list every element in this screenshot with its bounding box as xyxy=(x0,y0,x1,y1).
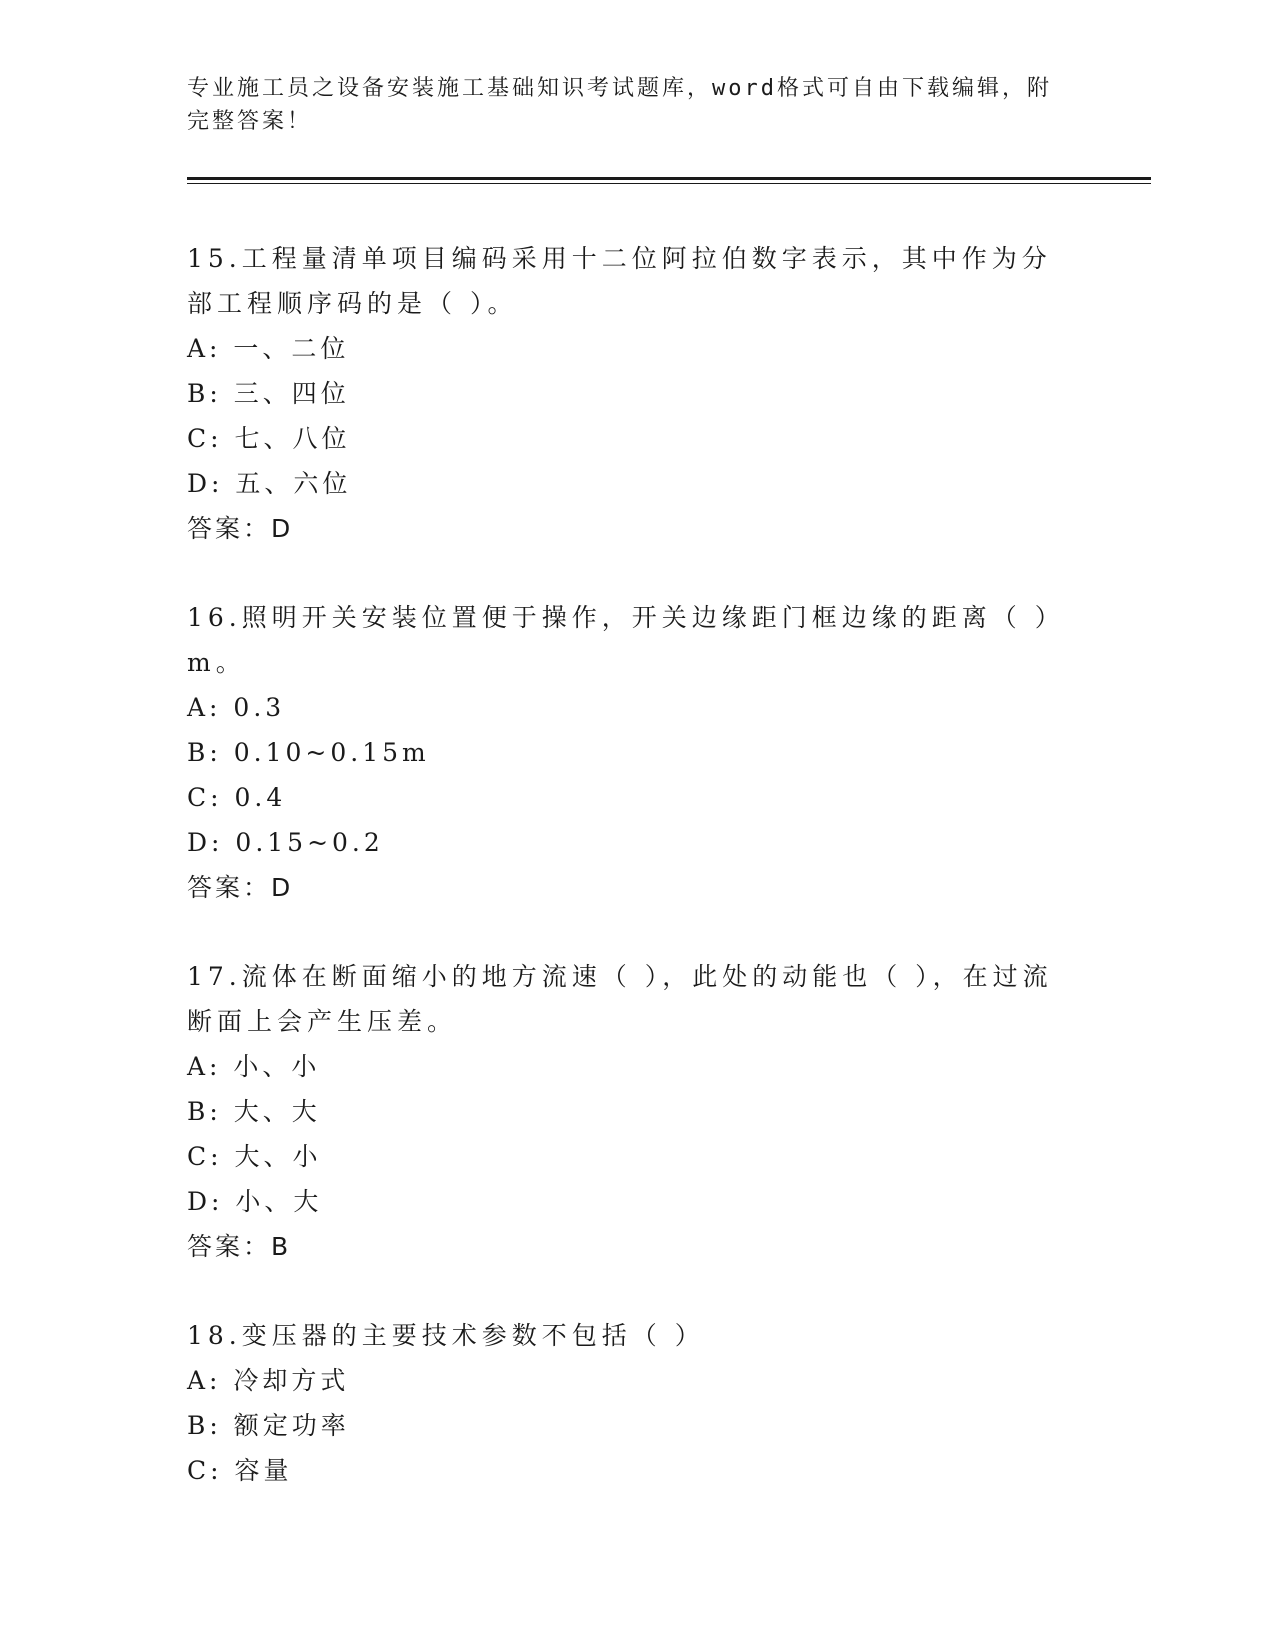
header-divider-thick xyxy=(187,177,1151,180)
option-b: B: 额定功率 xyxy=(187,1411,350,1440)
option-d: D: 小、大 xyxy=(187,1187,323,1216)
answer-line: 答案：B xyxy=(187,1232,292,1261)
question-16 xyxy=(187,595,1067,911)
option-c: C: 0.4 xyxy=(187,783,287,812)
option-c: C: 容量 xyxy=(187,1456,293,1485)
option-a: A: 0.3 xyxy=(187,693,286,722)
option-d: D: 0.15~0.2 xyxy=(187,828,384,857)
option-d: D: 五、六位 xyxy=(187,469,352,498)
answer-line: 答案：D xyxy=(187,514,294,543)
option-b: B: 三、四位 xyxy=(187,379,350,408)
question-17 xyxy=(187,954,1067,1270)
question-stem: 17.流体在断面缩小的地方流速（ ），此处的动能也（ ），在过流断面上会产生压差。 xyxy=(187,962,1053,1036)
document-header: 专业施工员之设备安装施工基础知识考试题库，word格式可自由下载编辑，附完整答案！ xyxy=(187,76,1052,134)
question-stem: 16.照明开关安装位置便于操作，开关边缘距门框边缘的距离（ ）m。 xyxy=(187,603,1065,677)
question-stem: 15.工程量清单项目编码采用十二位阿拉伯数字表示，其中作为分部工程顺序码的是（ ）。 xyxy=(187,244,1052,318)
option-b: B: 0.10~0.15m xyxy=(187,738,430,767)
option-a: A: 一、二位 xyxy=(187,334,350,363)
question-list xyxy=(187,236,1067,1536)
option-c: C: 七、八位 xyxy=(187,424,351,453)
question-15 xyxy=(187,236,1067,552)
question-stem: 18.变压器的主要技术参数不包括（ ） xyxy=(187,1321,705,1350)
option-b: B: 大、大 xyxy=(187,1097,321,1126)
option-a: A: 小、小 xyxy=(187,1052,321,1081)
option-c: C: 大、小 xyxy=(187,1142,322,1171)
answer-line: 答案：D xyxy=(187,873,294,902)
header-divider-thin xyxy=(187,183,1151,184)
option-a: A: 冷却方式 xyxy=(187,1366,350,1395)
question-18 xyxy=(187,1313,1067,1493)
